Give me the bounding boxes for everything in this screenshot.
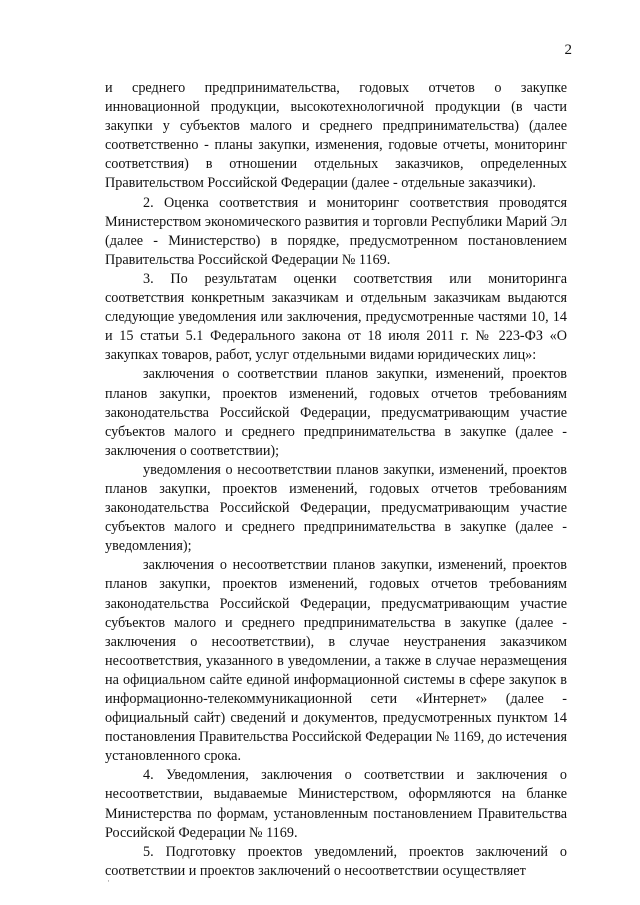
- paragraph-item-3: 3. По результатам оценки соответствия или мониторинга соответствия конкретным заказчикам и отдельным заказчикам выдаются следующие уведомления или заключения, предусмотренные частями 10, 14 и 15 статьи 5.1 Федерального закона от 18 июля 2011 г. № 223-ФЗ «О закупках товаров, работ, услуг отдельными видами юридических лиц»:: [105, 270, 567, 364]
- paragraph-item-5: 5. Подготовку проектов уведомлений, проектов заключений о соответствии и проектов заключений о несоответствии осуществляет: [105, 843, 567, 879]
- paragraph-item-2: 2. Оценка соответствия и мониторинг соответствия проводятся Министерством экономического развития и торговли Республики Марий Эл (далее - Министерство) в порядке, предусмотренном постановлением Правительства Российской Федерации № 1169.: [105, 194, 567, 268]
- paragraph-notifications-noncompliance: уведомления о несоответствии планов закупки, изменений, проектов планов закупки, проектов изменений, годовых отчетов требованиям законодательства Российской Федерации, предусматривающим участие субъектов малого и среднего предпринимательства в закупке (далее - уведомления);: [105, 461, 567, 555]
- document-body: [105, 79, 567, 881]
- page-number: 2: [564, 42, 572, 58]
- paragraph-conclusions-noncompliance: заключения о несоответствии планов закупки, изменений, проектов планов закупки, проектов изменений, годовых отчетов требованиям законодательства Российской Федерации, предусматривающим участие субъектов малого и среднего предпринимательства в закупке (далее - заключения о несоответствии), в случае неустранения заказчиком несоответствия, указанного в уведомлении, а также в случае неразмещения на официальном сайте единой информационной системы в сфере закупок в информационно-телекоммуникационной сети «Интернет» (далее - официальный сайт) сведений и документов, предусмотренных пунктом 14 постановления Правительства Российской Федерации № 1169, до истечения установленного срока.: [105, 557, 567, 765]
- paragraph-conclusions-compliance: заключения о соответствии планов закупки, изменений, проектов планов закупки, проектов изменений, годовых отчетов требованиям законодательства Российской Федерации, предусматривающим участие субъектов малого и среднего предпринимательства в закупке (далее - заключения о соответствии);: [105, 366, 567, 459]
- paragraph-continuation: и среднего предпринимательства, годовых отчетов о закупке инновационной продукции, высокотехнологичной продукции (в части закупки у субъектов малого и среднего предпринимательства) (далее соответственно - планы закупки, изменения, годовые отчеты, мониторинг соответствия) в отношении отдельных заказчиков, определенных Правительством Российской Федерации (далее - отдельные заказчики).: [105, 80, 567, 192]
- scan-mark: ·: [107, 876, 110, 886]
- paragraph-item-4: 4. Уведомления, заключения о соответствии и заключения о несоответствии, выдаваемые Министерством, оформляются на бланке Министерства по формам, установленным постановлением Правительства Российской Федерации № 1169.: [105, 767, 567, 841]
